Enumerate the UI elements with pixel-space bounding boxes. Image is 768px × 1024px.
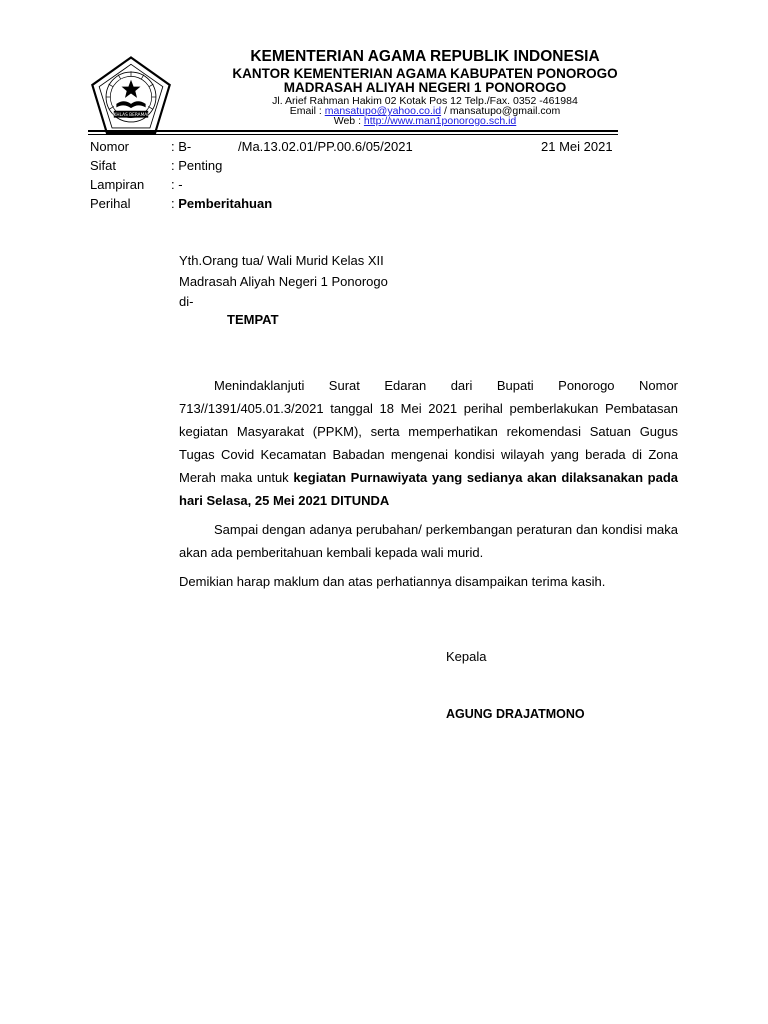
sifat-label: Sifat	[90, 158, 117, 173]
recipient-line1: Yth.Orang tua/ Wali Murid Kelas XII	[179, 253, 384, 268]
header-divider-thin	[88, 134, 618, 135]
body-paragraph-3: Demikian harap maklum dan atas perhatiannya disampaikan terima kasih.	[179, 574, 606, 589]
recipient-line2: Madrasah Aliyah Negeri 1 Ponorogo	[179, 274, 388, 289]
lampiran-value: : -	[171, 177, 183, 192]
header-divider	[88, 130, 618, 132]
ministry-logo-icon	[88, 54, 174, 140]
recipient-line3: di-	[179, 294, 194, 309]
web-link[interactable]: http://www.man1ponorogo.sch.id	[363, 115, 517, 127]
perihal-line	[171, 196, 272, 211]
signature-title: Kepala	[446, 649, 487, 664]
nomor-b: : B-	[171, 139, 192, 154]
letter-date: 21 Mei 2021	[541, 139, 613, 154]
svg-text:IKHLAS BERAMAL: IKHLAS BERAMAL	[112, 112, 150, 118]
perihal-value: Pemberitahuan	[178, 196, 273, 211]
recipient-place: TEMPAT	[227, 312, 279, 327]
address: Jl. Arief Rahman Hakim 02 Kotak Pos 12 Telp./Fax. 0352 -461984	[272, 95, 578, 107]
body-paragraph-1-emphasis: kegiatan Purnawiyata yang sedianya akan dilaksanakan pada hari Selasa, 25 Mei 2021 DITUNDA	[179, 470, 678, 508]
perihal-colon: :	[171, 196, 179, 211]
nomor-label: Nomor	[90, 139, 130, 154]
web-line	[190, 115, 660, 127]
signature-name: AGUNG DRAJATMONO	[446, 707, 585, 721]
email-link[interactable]: mansatupo@yahoo.co.id	[324, 105, 442, 117]
sifat-value: : Penting	[171, 158, 223, 173]
body-paragraph-2: Sampai dengan adanya perubahan/ perkembangan peraturan dan kondisi maka akan ada pemberitahuan kembali kepada wali murid.	[179, 522, 678, 560]
body-paragraph-1	[179, 374, 678, 512]
email-second: / mansatupo@gmail.com	[441, 105, 561, 117]
ministry-name: KEMENTERIAN AGAMA REPUBLIK INDONESIA	[250, 48, 600, 65]
school-name: MADRASAH ALIYAH NEGERI 1 PONOROGO	[283, 80, 567, 95]
perihal-label: Perihal	[90, 196, 131, 211]
office-name: KANTOR KEMENTERIAN AGAMA KABUPATEN PONOROGO	[232, 66, 618, 81]
email-prefix: Email :	[289, 105, 325, 117]
web-prefix: Web :	[333, 115, 364, 127]
body-paragraph-1-text: Menindaklanjuti Surat Edaran dari Bupati Ponorogo Nomor 713//1391/405.01.3/2021 tanggal 18 Mei 2021 perihal pemberlakukan Pembatasan kegiatan Masyarakat (PPKM), serta memperhatikan rekomendasi Satuan Gugus Tugas Covid Kecamatan Babadan mengenai kondisi wilayah yang berada di Zona Merah maka untuk	[179, 378, 678, 485]
nomor-value: /Ma.13.02.01/PP.00.6/05/2021	[238, 139, 413, 154]
lampiran-label: Lampiran	[90, 177, 145, 192]
